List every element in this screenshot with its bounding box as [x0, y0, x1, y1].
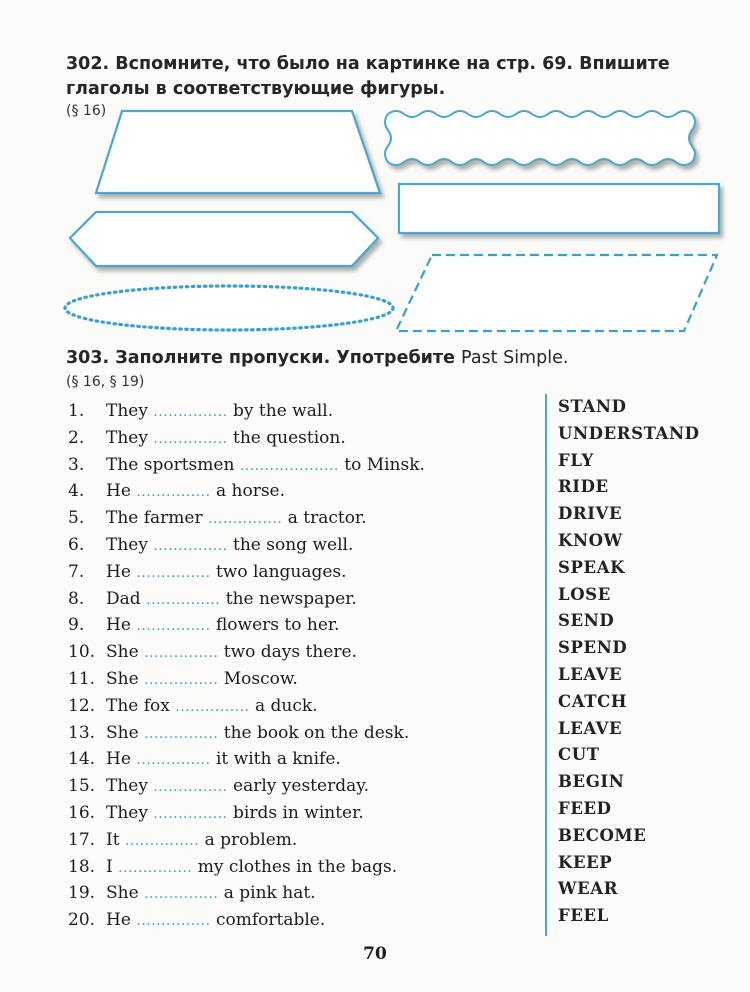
sentence-row	[68, 854, 425, 881]
task-302-reference: (§ 16)	[66, 103, 107, 119]
answer-blank[interactable]: ...............	[175, 698, 250, 715]
task-303-title: Заполните пропуски. Употребите	[115, 348, 455, 368]
sentence-end: a horse.	[215, 481, 286, 502]
exercise-sentences	[68, 398, 425, 934]
sentence-number: 12.	[68, 695, 96, 716]
sentence-start: She	[106, 722, 139, 743]
sentence-row	[68, 639, 425, 666]
sentence-end: the book on the desk.	[223, 722, 410, 743]
task-303-title-suffix: Past Simple.	[461, 348, 569, 368]
sentence-row	[68, 478, 425, 505]
sentence-end: a tractor.	[287, 508, 367, 529]
sentence-end: the newspaper.	[225, 588, 357, 609]
dashed-parallelogram-shape[interactable]	[396, 255, 717, 331]
sentence-row	[68, 612, 425, 639]
answer-blank[interactable]: ...............	[144, 671, 219, 688]
sentence-start: They	[106, 802, 148, 823]
hexagon-shape[interactable]	[70, 212, 378, 266]
sentence-row	[68, 880, 425, 907]
answer-blank[interactable]: ...............	[136, 752, 211, 769]
sentence-number: 2.	[68, 427, 85, 448]
answer-blank[interactable]: ...............	[153, 430, 228, 447]
sentence-number: 13.	[68, 722, 96, 743]
sentence-end: by the wall.	[233, 401, 334, 421]
rectangle-shape[interactable]	[399, 184, 719, 233]
sentence-start: The sportsmen	[106, 454, 235, 475]
sentence-start: Dad	[106, 588, 141, 609]
verb-shapes	[0, 0, 750, 340]
sentence-start: He	[106, 749, 131, 770]
task-303-heading	[66, 346, 726, 371]
answer-blank[interactable]: ...............	[153, 805, 228, 822]
sentence-end: flowers to her.	[215, 615, 340, 636]
answer-blank[interactable]: ...............	[136, 913, 211, 930]
sentence-start: He	[106, 561, 131, 582]
dotted-ellipse-shape[interactable]	[65, 286, 393, 330]
sentence-start: The fox	[106, 695, 170, 716]
verb-item: DRIVE	[558, 504, 623, 524]
verb-item: RIDE	[558, 477, 609, 497]
sentence-row	[68, 800, 425, 827]
sentence-row	[68, 586, 425, 613]
verb-item: BEGIN	[558, 772, 625, 792]
sentence-start: He	[106, 481, 131, 502]
sentence-row	[68, 532, 425, 559]
sentence-number: 7.	[68, 561, 85, 582]
sentence-number: 19.	[68, 883, 96, 904]
task-302-title: Вспомните, что было на картинке на стр. 69. Впишите глаголы в соответствующие фигуры.	[66, 54, 670, 99]
answer-blank[interactable]: ...............	[144, 886, 219, 903]
sentence-end: my clothes in the bags.	[197, 856, 398, 877]
trapezoid-shape[interactable]	[96, 111, 380, 193]
answer-blank[interactable]: ...............	[136, 618, 211, 635]
sentence-end: it with a knife.	[215, 749, 341, 770]
sentence-row	[68, 827, 425, 854]
verb-item: WEAR	[558, 879, 619, 899]
sentence-number: 5.	[68, 508, 85, 529]
sentence-number: 1.	[68, 401, 85, 421]
answer-blank[interactable]: ...............	[153, 779, 228, 796]
verb-item: KNOW	[558, 530, 623, 550]
sentence-row	[68, 505, 425, 532]
answer-blank[interactable]: ...............	[144, 645, 219, 662]
sentence-start: She	[106, 883, 139, 904]
page-number: 70	[363, 944, 387, 964]
sentence-number: 9.	[68, 615, 85, 636]
task-302-number: 302.	[66, 54, 110, 74]
sentence-start: The farmer	[106, 508, 203, 529]
sentence-number: 11.	[68, 668, 96, 689]
answer-blank[interactable]: ...............	[153, 404, 228, 420]
sentence-number: 18.	[68, 856, 96, 877]
sentence-number: 20.	[68, 910, 96, 931]
sentence-number: 4.	[68, 481, 85, 502]
sentence-row	[68, 398, 425, 425]
sentence-start: She	[106, 668, 139, 689]
answer-blank[interactable]: ...............	[136, 484, 211, 501]
verb-item: KEEP	[558, 852, 613, 872]
sentence-start: He	[106, 910, 131, 931]
sentence-row	[68, 452, 425, 479]
sentence-number: 6.	[68, 534, 85, 555]
sentence-end: two languages.	[215, 561, 347, 582]
sentence-number: 10.	[68, 642, 96, 663]
verb-list	[558, 394, 700, 930]
verb-item: SPEND	[558, 638, 628, 658]
answer-blank[interactable]: ...............	[144, 725, 219, 742]
verb-item: CUT	[558, 745, 600, 765]
sentence-end: early yesterday.	[233, 776, 369, 797]
sentence-end: the question.	[233, 427, 346, 448]
sentence-start: They	[106, 401, 148, 421]
verb-item: LOSE	[558, 584, 611, 604]
sentence-end: two days there.	[223, 642, 357, 663]
verb-item: SEND	[558, 611, 615, 631]
verb-item: FEED	[558, 798, 612, 818]
task-303-reference: (§ 16, § 19)	[66, 374, 145, 390]
sentence-start: They	[106, 534, 148, 555]
task-303-number: 303.	[66, 348, 110, 368]
verb-item: LEAVE	[558, 718, 623, 738]
sentence-end: Moscow.	[223, 668, 298, 689]
sentence-end: birds in winter.	[233, 802, 364, 823]
column-divider	[545, 394, 547, 936]
sentence-start: He	[106, 615, 131, 636]
sentence-number: 15.	[68, 776, 96, 797]
sentence-number: 17.	[68, 829, 96, 850]
sentence-number: 8.	[68, 588, 85, 609]
sentence-row	[68, 907, 425, 934]
verb-item: STAND	[558, 397, 627, 416]
sentence-start: It	[106, 829, 120, 850]
sentence-row	[68, 666, 425, 693]
answer-blank[interactable]: ...............	[124, 832, 200, 849]
sentence-end: comfortable.	[215, 910, 326, 931]
verb-item: UNDERSTAND	[558, 423, 700, 443]
sentence-row	[68, 746, 425, 773]
sentence-end: a problem.	[204, 829, 298, 850]
sentence-row	[68, 720, 425, 747]
sentence-end: to Minsk.	[344, 454, 425, 475]
verb-item: FEEL	[558, 906, 609, 926]
sentence-start: They	[106, 776, 148, 797]
verb-item: SPEAK	[558, 557, 626, 577]
sentence-number: 14.	[68, 749, 96, 770]
sentence-end: a duck.	[254, 695, 318, 716]
sentence-number: 3.	[68, 454, 85, 475]
verb-item: BECOME	[558, 825, 647, 845]
sentence-row	[68, 425, 425, 452]
answer-blank[interactable]: ...............	[136, 564, 211, 581]
answer-blank[interactable]: ...............	[118, 859, 193, 876]
verb-item: LEAVE	[558, 664, 623, 684]
sentence-end: the song well.	[233, 534, 354, 555]
sentence-start: She	[106, 642, 139, 663]
sentence-row	[68, 693, 425, 720]
sentence-start: I	[106, 856, 113, 877]
wavy-rectangle-shape[interactable]	[385, 111, 695, 165]
answer-blank[interactable]: ....................	[239, 457, 339, 474]
answer-blank[interactable]: ...............	[208, 511, 283, 528]
sentence-row	[68, 559, 425, 586]
sentence-number: 16.	[68, 802, 96, 823]
verb-item: CATCH	[558, 691, 628, 711]
answer-blank[interactable]: ...............	[153, 537, 228, 554]
verb-item: FLY	[558, 450, 594, 470]
sentence-start: They	[106, 427, 148, 448]
answer-blank[interactable]: ...............	[146, 591, 221, 608]
sentence-row	[68, 773, 425, 800]
sentence-end: a pink hat.	[223, 883, 316, 904]
